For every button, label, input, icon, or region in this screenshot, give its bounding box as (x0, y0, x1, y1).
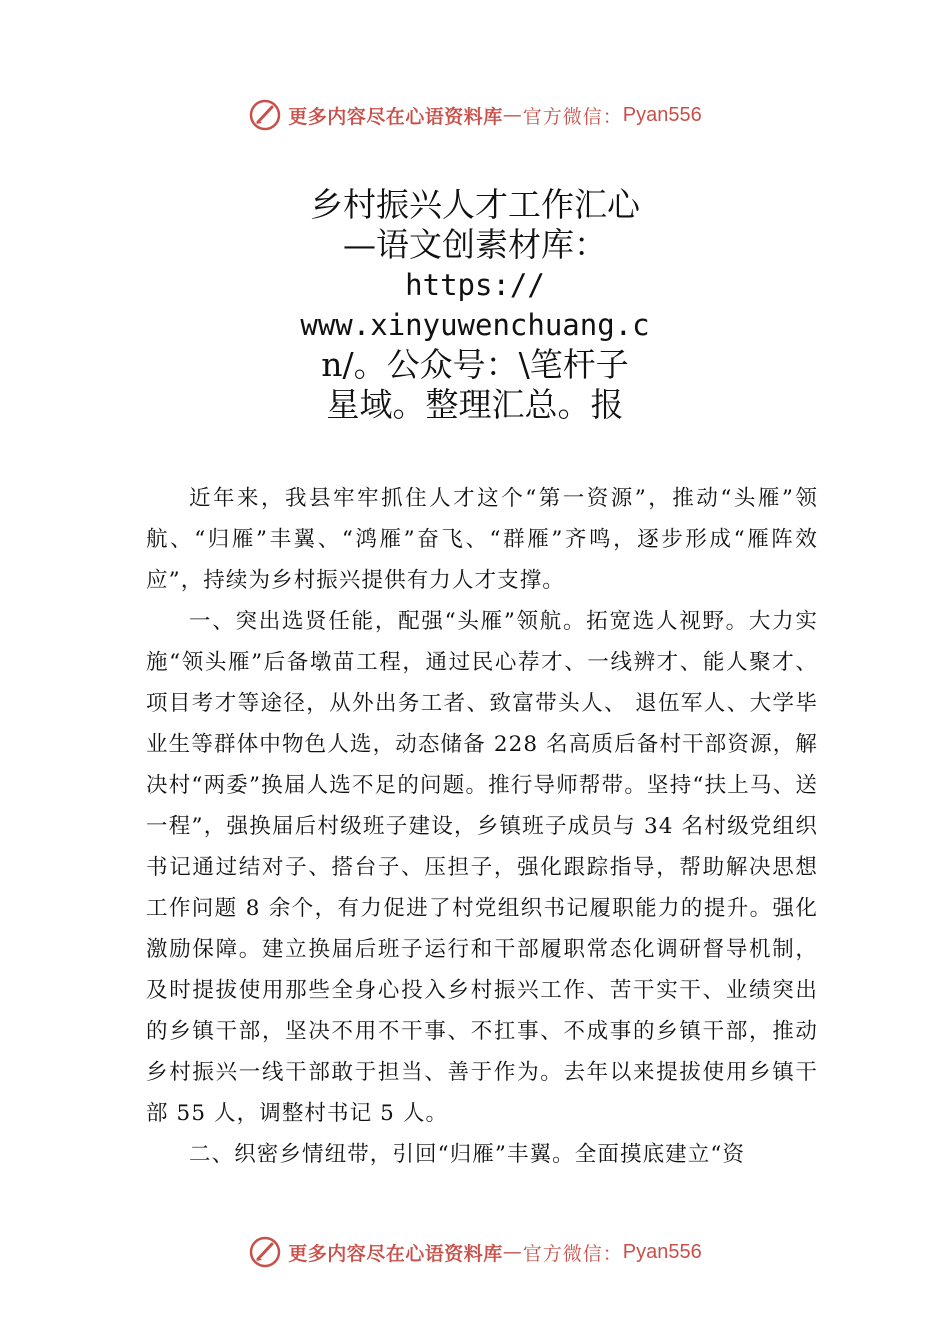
brush-logo-icon (248, 1235, 282, 1269)
document-body (146, 478, 818, 1175)
banner-wechat-label: 官方微信： (522, 1242, 623, 1265)
banner-wechat-label: 官方微信： (522, 105, 623, 128)
title-line: —语文创素材库： (343, 225, 607, 264)
title-line: 星域。整理汇总。报 (326, 385, 624, 424)
title-line: https:// (405, 268, 545, 302)
title-line: www.xinyuwenchuang.c (300, 308, 650, 342)
title-line: n/。公众号：\笔杆子 (321, 345, 629, 384)
paragraph: 近年来，我县牢牢抓住人才这个“第一资源”，推动“头雁”领航、“归雁”丰翼、“鸿雁”奋飞、“群雁”齐鸣，逐步形成“雁阵效应”，持续为乡村振兴提供有力人才支撑。 (146, 486, 818, 593)
banner-wechat-id: Pyan556 (622, 1240, 702, 1263)
title-line: 乡村振兴人才工作汇心 (310, 185, 640, 224)
footer-banner (0, 1232, 950, 1272)
paragraph: 一、突出选贤任能，配强“头雁”领航。拓宽选人视野。大力实施“领头雁”后备墩苗工程，通过民心荐才、一线辨才、能人聚才、项目考才等途径，从外出务工者、致富带头人、 退伍军人、大学毕业生等群体中物色人选，动态储备 228 名高质后备村干部资源，解决村“两委”换届人选不足的问题。推行导师帮带。坚持“扶上马、送一程”，强换届后村级班子建设，乡镇班子成员与 34 名村级党组织书记通过结对子、搭台子、压担子，强化跟踪指导，帮助解决思想工作问题 8 余个，有力促进了村党组织书记履职能力的提升。强化激励保障。建立换届后班子运行和干部履职常态化调研督导机制， 及时提拔使用那些全身心投入乡村振兴工作、苦干实干、业绩突出的乡镇干部，坚决不用不干事、不扛事、不成事的乡镇干部，推动乡村振兴一线干部敢于担当、善于作为。去年以来提拔使用乡镇干部 55 人，调整村书记 5 人。 (146, 609, 818, 1126)
banner-dash: — (502, 104, 523, 126)
header-banner (0, 95, 950, 135)
banner-slogan: 更多内容尽在心语资料库 (288, 1242, 503, 1265)
banner-dash: — (502, 1241, 523, 1263)
paragraph: 二、织密乡情纽带，引回“归雁”丰翼。全面摸底建立“资 (189, 1142, 746, 1167)
brush-logo-icon (248, 98, 282, 132)
banner-wechat-id: Pyan556 (622, 103, 702, 126)
document-title (0, 185, 950, 425)
banner-slogan: 更多内容尽在心语资料库 (288, 105, 503, 128)
